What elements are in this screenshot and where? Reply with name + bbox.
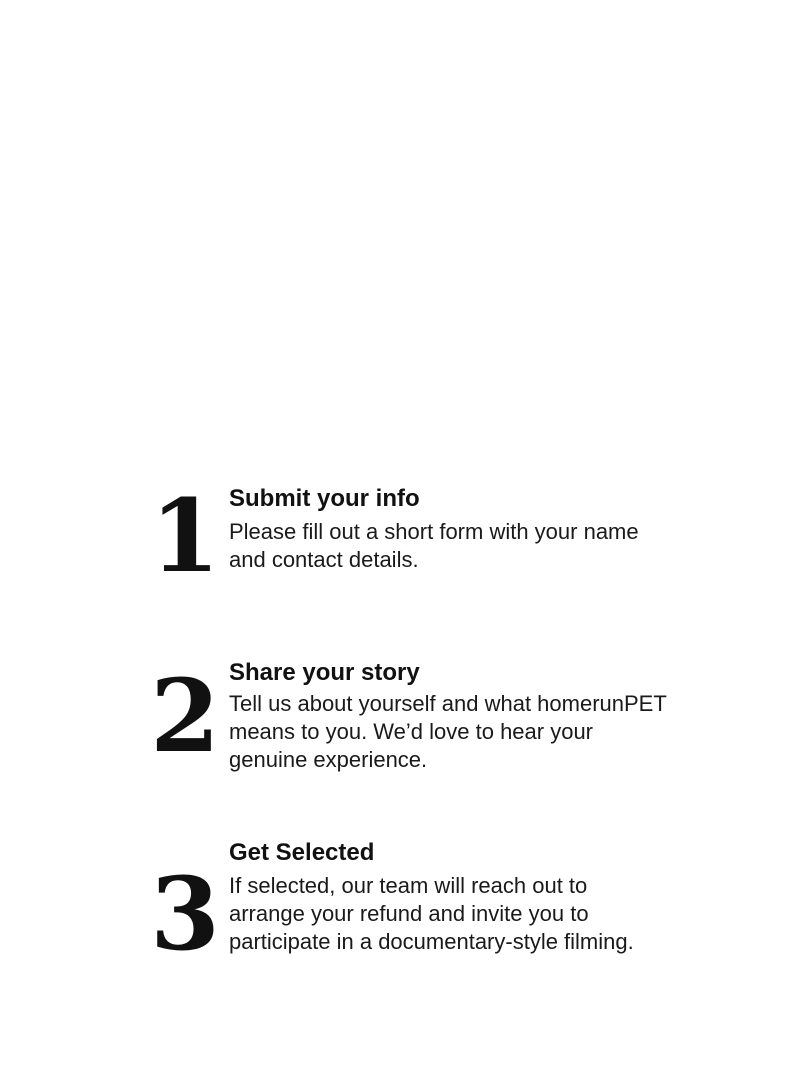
step-number: 2 (150, 657, 220, 775)
step-description: If selected, our team will reach out to arrange your refund and invite you to participate in a documentary-style filming. (229, 873, 634, 954)
step-description: Tell us about yourself and what homerunPET means to you. We’d love to hear your genuine experience. (229, 691, 667, 772)
step-title: Share your story (229, 659, 420, 686)
step-number: 1 (150, 477, 220, 595)
step-body (229, 658, 669, 774)
step-title: Get Selected (229, 839, 375, 866)
step-description: Please fill out a short form with your name and contact details. (229, 519, 639, 572)
step-title: Submit your info (229, 485, 420, 512)
step-number: 3 (150, 855, 220, 973)
step-body (229, 838, 669, 956)
step-body (229, 484, 669, 574)
